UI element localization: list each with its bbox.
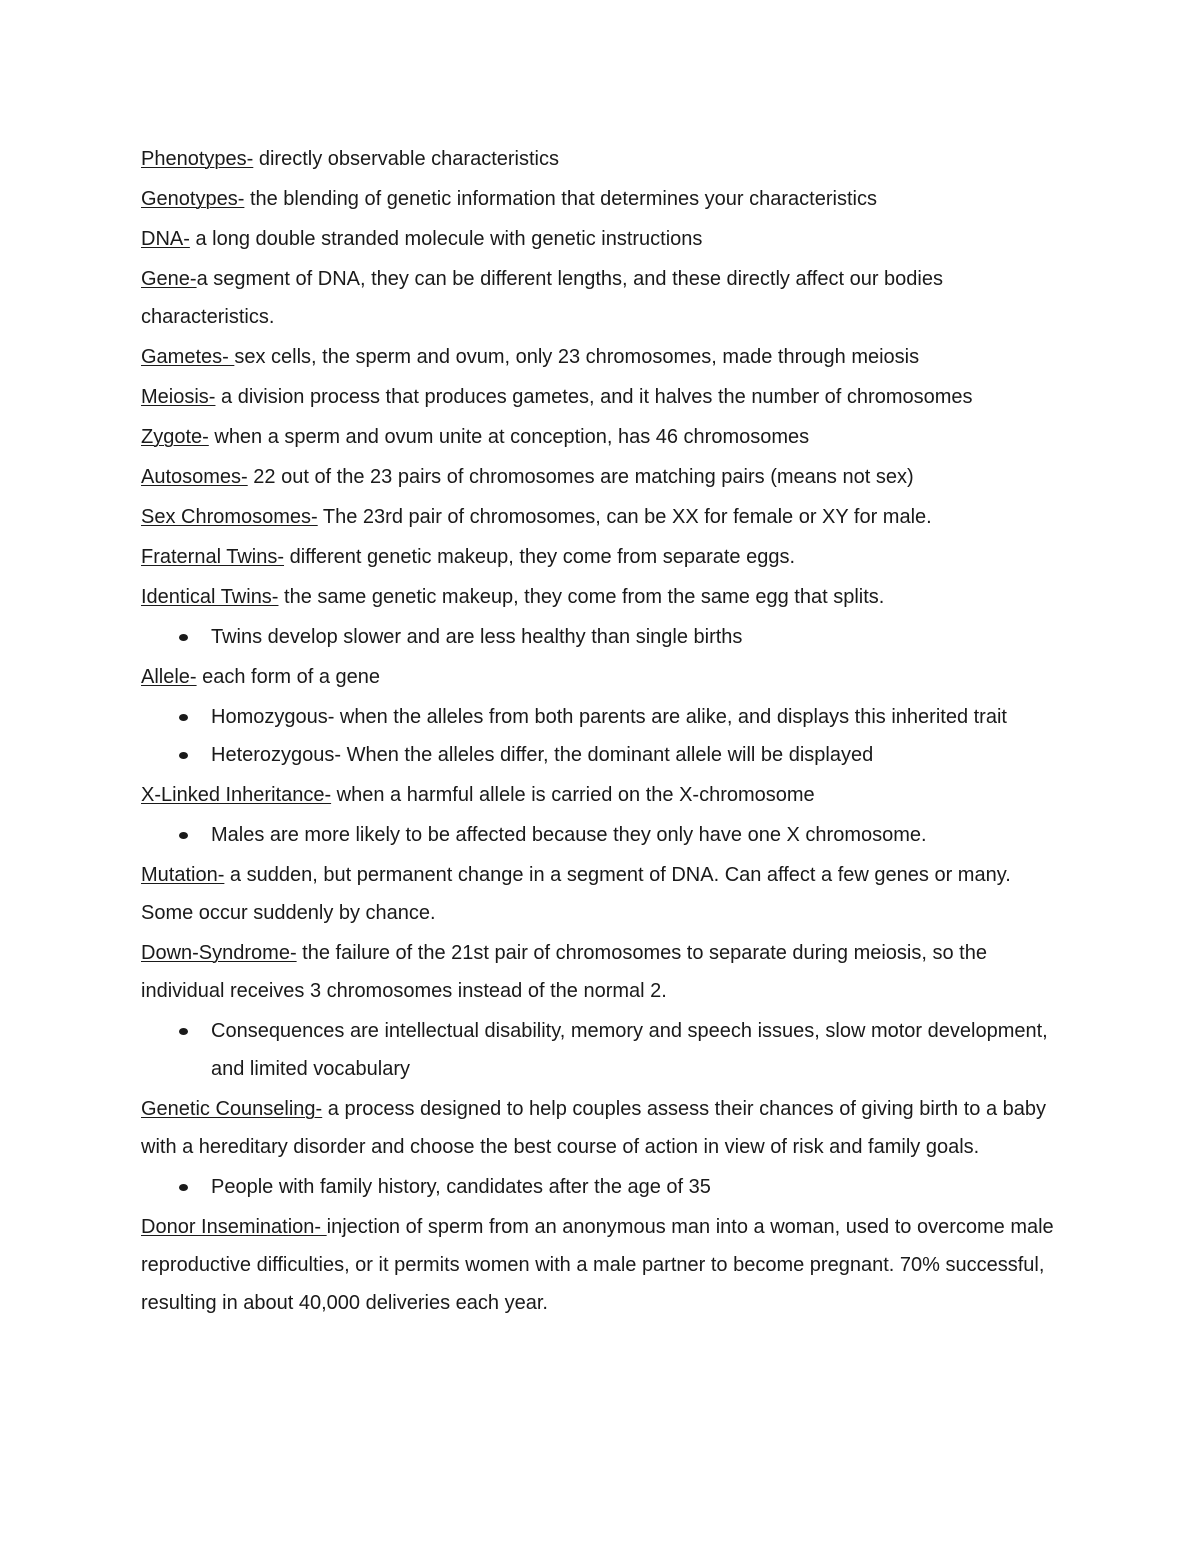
term-label: Sex Chromosomes- [141, 506, 318, 528]
bullet-list [141, 816, 1066, 854]
definition-entry [141, 498, 1066, 536]
definition-entry [141, 378, 1066, 416]
term-label: Fraternal Twins- [141, 546, 285, 568]
definition-entry [141, 538, 1066, 576]
definition-text: a division process that produces gametes, and it halves the number of chromosomes [215, 386, 973, 408]
definition-entry [141, 338, 1066, 376]
term-label: Donor Insemination- [141, 1216, 327, 1238]
definition-text: injection of sperm from an anonymous man into a woman, used to overcome male reproductive difficulties, or it permits women with a male partner to become pregnant. 70% successful, resulting in about 40,000 deliveries each year. [141, 1216, 1054, 1314]
term-label: Gene- [141, 268, 197, 290]
bullet-text: Twins develop slower and are less healthy than single births [211, 626, 743, 648]
definition-entry [141, 776, 1066, 814]
definition-entry [141, 180, 1066, 218]
bullet-list [141, 1012, 1066, 1088]
bullet-item [141, 1012, 1066, 1088]
definition-text: the blending of genetic information that determines your characteristics [244, 188, 877, 210]
definition-entry [141, 260, 1066, 336]
definition-entry [141, 934, 1066, 1010]
bullet-text: Heterozygous- When the alleles differ, the dominant allele will be displayed [211, 744, 874, 766]
term-label: Down-Syndrome- [141, 942, 297, 964]
term-label: DNA- [141, 228, 190, 250]
definition-text: a segment of DNA, they can be different lengths, and these directly affect our bodies characteristics. [141, 268, 943, 328]
bullet-icon [179, 752, 188, 759]
notes-body [141, 140, 1066, 1322]
bullet-list [141, 1168, 1066, 1206]
bullet-icon [179, 714, 188, 721]
term-label: X-Linked Inheritance- [141, 784, 332, 806]
definition-entry [141, 1208, 1066, 1322]
definition-text: a long double stranded molecule with genetic instructions [189, 228, 703, 250]
bullet-icon [179, 832, 188, 839]
term-label: Mutation- [141, 864, 225, 886]
bullet-text: People with family history, candidates after the age of 35 [211, 1176, 711, 1198]
definition-entry [141, 1090, 1066, 1166]
definition-text: different genetic makeup, they come from separate eggs. [284, 546, 796, 568]
bullet-text: Homozygous- when the alleles from both parents are alike, and displays this inherited trait [211, 706, 1007, 728]
definition-text: the failure of the 21st pair of chromosomes to separate during meiosis, so the individual receives 3 chromosomes instead of the normal 2. [141, 942, 987, 1002]
definition-entry [141, 856, 1066, 932]
definition-entry [141, 578, 1066, 616]
definition-text: a process designed to help couples assess their chances of giving birth to a baby with a hereditary disorder and choose the best course of action in view of risk and family goals. [141, 1098, 1046, 1158]
definition-entry [141, 140, 1066, 178]
bullet-item [141, 618, 1066, 656]
term-label: Zygote- [141, 426, 209, 448]
bullet-icon [179, 1184, 188, 1191]
term-label: Allele- [141, 666, 197, 688]
bullet-list [141, 698, 1066, 774]
term-label: Phenotypes- [141, 148, 254, 170]
definition-entry [141, 658, 1066, 696]
bullet-item [141, 698, 1066, 736]
term-label: Identical Twins- [141, 586, 279, 608]
definition-entry [141, 220, 1066, 258]
definition-entry [141, 458, 1066, 496]
bullet-icon [179, 1028, 188, 1035]
definition-text: each form of a gene [196, 666, 381, 688]
definition-text: a sudden, but permanent change in a segment of DNA. Can affect a few genes or many. Some occur suddenly by chance. [141, 864, 1011, 924]
definition-text: sex cells, the sperm and ovum, only 23 chromosomes, made through meiosis [234, 346, 920, 368]
term-label: Autosomes- [141, 466, 248, 488]
bullet-item [141, 1168, 1066, 1206]
definition-text: directly observable characteristics [253, 148, 559, 170]
term-label: Genetic Counseling- [141, 1098, 323, 1120]
term-label: Gametes- [141, 346, 235, 368]
bullet-item [141, 736, 1066, 774]
bullet-list [141, 618, 1066, 656]
term-label: Meiosis- [141, 386, 216, 408]
definition-text: when a harmful allele is carried on the X-chromosome [331, 784, 815, 806]
definition-entry [141, 418, 1066, 456]
definition-text: 22 out of the 23 pairs of chromosomes are matching pairs (means not sex) [247, 466, 914, 488]
bullet-item [141, 816, 1066, 854]
definition-text: The 23rd pair of chromosomes, can be XX for female or XY for male. [317, 506, 932, 528]
bullet-icon [179, 634, 188, 641]
bullet-text: Consequences are intellectual disability, memory and speech issues, slow motor development, and limited vocabulary [211, 1020, 1048, 1080]
definition-text: when a sperm and ovum unite at conception, has 46 chromosomes [208, 426, 810, 448]
definition-text: the same genetic makeup, they come from the same egg that splits. [278, 586, 885, 608]
term-label: Genotypes- [141, 188, 245, 210]
bullet-text: Males are more likely to be affected because they only have one X chromosome. [211, 824, 927, 846]
